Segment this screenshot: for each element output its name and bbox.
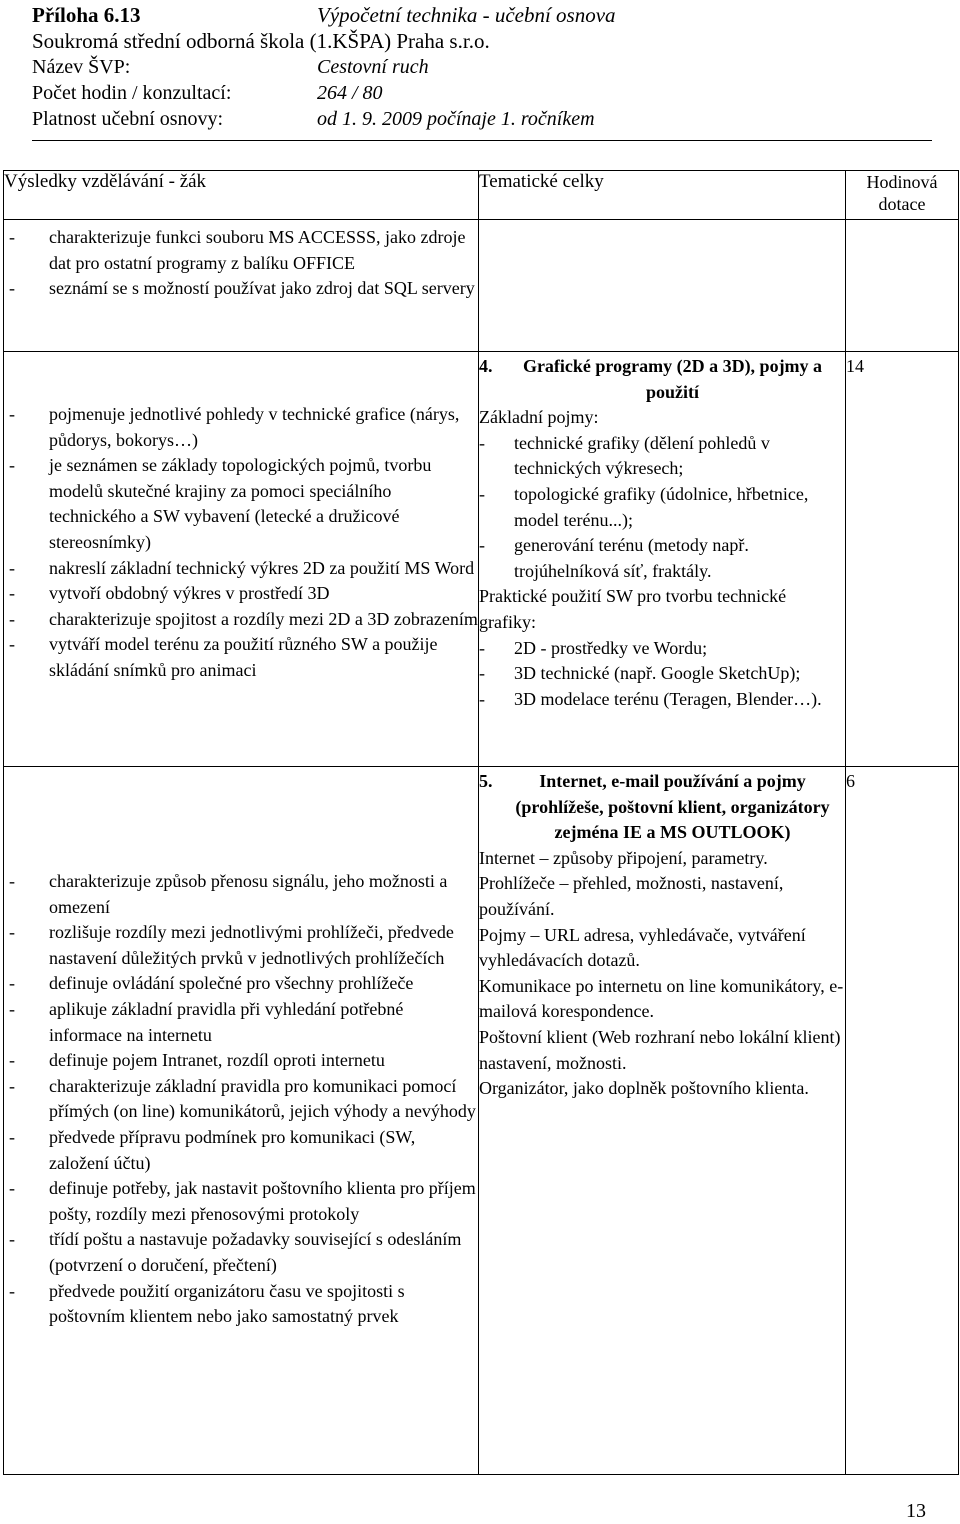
attachment-label: Příloha 6.13 [32, 3, 141, 27]
hours-cell: 14 [846, 352, 959, 767]
hours-value: 264 / 80 [317, 82, 383, 104]
header-topics: Tematické celky [479, 171, 846, 220]
list-item: - topologické grafiky (údolnice, hřbetnice, model terénu...); [479, 482, 845, 533]
list-item: - 2D - prostředky ve Wordu; [479, 636, 845, 662]
list-item: - aplikuje základní pravidla při vyhledání potřebné informace na internetu [4, 997, 478, 1048]
list-item: - definuje potřeby, jak nastavit poštovního klienta pro příjem pošty, rozdíly mezi přenosovými protokoly [4, 1176, 478, 1227]
list-item: - pojmenuje jednotlivé pohledy v technické grafice (nárys, půdorys, bokorys…) [4, 402, 478, 453]
document-header [32, 2, 932, 132]
topic-content-item: Internet – způsoby připojení, parametry. [479, 847, 768, 868]
list-item: - předvede použití organizátoru času ve spojitosti s poštovním klientem nebo jako samostatný prvek [4, 1279, 478, 1330]
outcomes-cell [4, 767, 479, 1475]
school-name: Soukromá střední odborná škola (1.KŠPA) Praha s.r.o. [32, 29, 490, 53]
topics-cell [479, 767, 846, 1475]
table-row [4, 767, 959, 1475]
list-item: - seznámí se s možností používat jako zdroj dat SQL servery [4, 276, 478, 302]
svp-label: Název ŠVP: [32, 56, 131, 78]
list-item: - charakterizuje způsob přenosu signálu, jeho možnosti a omezení [4, 869, 478, 920]
list-item: - rozlišuje rozdíly mezi jednotlivými prohlížeči, předvede nastavení důležitých prvků v jednotlivých prohlížečích [4, 920, 478, 971]
page-number: 13 [906, 1500, 926, 1522]
basics-label: Základní pojmy: [479, 407, 599, 428]
list-item: - vytváří model terénu za použití různého SW a použije skládání snímků pro animaci [4, 632, 478, 683]
header-outcomes: Výsledky vzdělávání - žák [4, 171, 479, 220]
practical-label: Praktické použití SW pro tvorbu technické grafiky: [479, 586, 787, 632]
topic-content-item: Poštovní klient (Web rozhraní nebo lokální klient) nastavení, možnosti. [479, 1026, 841, 1073]
hours-cell: 6 [846, 767, 959, 1475]
list-item: - předvede přípravu podmínek pro komunikaci (SW, založení účtu) [4, 1125, 478, 1176]
list-item: - charakterizuje základní pravidla pro komunikaci pomocí přímých (on line) komunikátorů, jejich výhody a nevýhody [4, 1074, 478, 1125]
list-item: - technické grafiky (dělení pohledů v technických výkresech; [479, 431, 845, 482]
list-item: - definuje ovládání společné pro všechny prohlížeče [4, 971, 478, 997]
outcomes-cell [4, 352, 479, 767]
school-line [32, 28, 932, 54]
attachment-title: Výpočetní technika - učební osnova [317, 3, 616, 27]
topic-content-item: Organizátor, jako doplněk poštovního klienta. [479, 1078, 809, 1099]
validity-label: Platnost učební osnovy: [32, 108, 224, 130]
list-item: - 3D technické (např. Google SketchUp); [479, 661, 845, 687]
topic-title: Internet, e-mail používání a pojmy (prohlížeše, poštovní klient, organizátory zejména IE a MS OUTLOOK) [515, 771, 830, 843]
validity-line [32, 106, 932, 132]
curriculum-table [3, 170, 959, 1475]
topic-number: 4. [479, 356, 493, 376]
table-header-row [4, 171, 959, 220]
topic-content-item: Komunikace po internetu on line komunikátory, e-mailová korespondence. [479, 975, 844, 1022]
hours-label: Počet hodin / konzultací: [32, 82, 232, 104]
hours-cell [846, 220, 959, 352]
topic-heading [479, 769, 845, 846]
table-row [4, 352, 959, 767]
table-row [4, 220, 959, 352]
topics-cell [479, 352, 846, 767]
topics-cell [479, 220, 846, 352]
list-item: - 3D modelace terénu (Teragen, Blender…). [479, 687, 845, 713]
list-item: - třídí poštu a nastavuje požadavky související s odesláním (potvrzení o doručení, přečtení) [4, 1227, 478, 1278]
topic-number: 5. [479, 771, 493, 791]
svp-line [32, 54, 932, 80]
list-item: - vytvoří obdobný výkres v prostředí 3D [4, 581, 478, 607]
validity-value: od 1. 9. 2009 počínaje 1. ročníkem [317, 108, 595, 130]
list-item: - je seznámen se základy topologických pojmů, tvorbu modelů skutečné krajiny za pomoci speciálního technického a SW vybavení (letecké a družicové stereosnímky) [4, 453, 478, 555]
list-item: - charakterizuje funkci souboru MS ACCESSS, jako zdroje dat pro ostatní programy z balíku OFFICE [4, 225, 478, 276]
list-item: - nakreslí základní technický výkres 2D za použití MS Word [4, 556, 478, 582]
list-item: - generování terénu (metody např. trojúhelníková síť, fraktály. [479, 533, 845, 584]
svp-value: Cestovní ruch [317, 56, 429, 78]
list-item: - charakterizuje spojitost a rozdíly mezi 2D a 3D zobrazením [4, 607, 478, 633]
header-divider [32, 140, 932, 141]
attachment-line [32, 2, 932, 28]
outcomes-cell [4, 220, 479, 352]
topic-heading [479, 354, 845, 405]
topic-content-item: Prohlížeče – přehled, možnosti, nastavení, používání. [479, 873, 784, 919]
list-item: - definuje pojem Intranet, rozdíl oproti internetu [4, 1048, 478, 1074]
topic-title: Grafické programy (2D a 3D), pojmy a použití [522, 356, 823, 402]
topic-content-item: Pojmy – URL adresa, vyhledávače, vytváření vyhledávacích dotazů. [479, 924, 806, 971]
hours-line [32, 80, 932, 106]
header-hours: Hodinová dotace [846, 171, 959, 220]
